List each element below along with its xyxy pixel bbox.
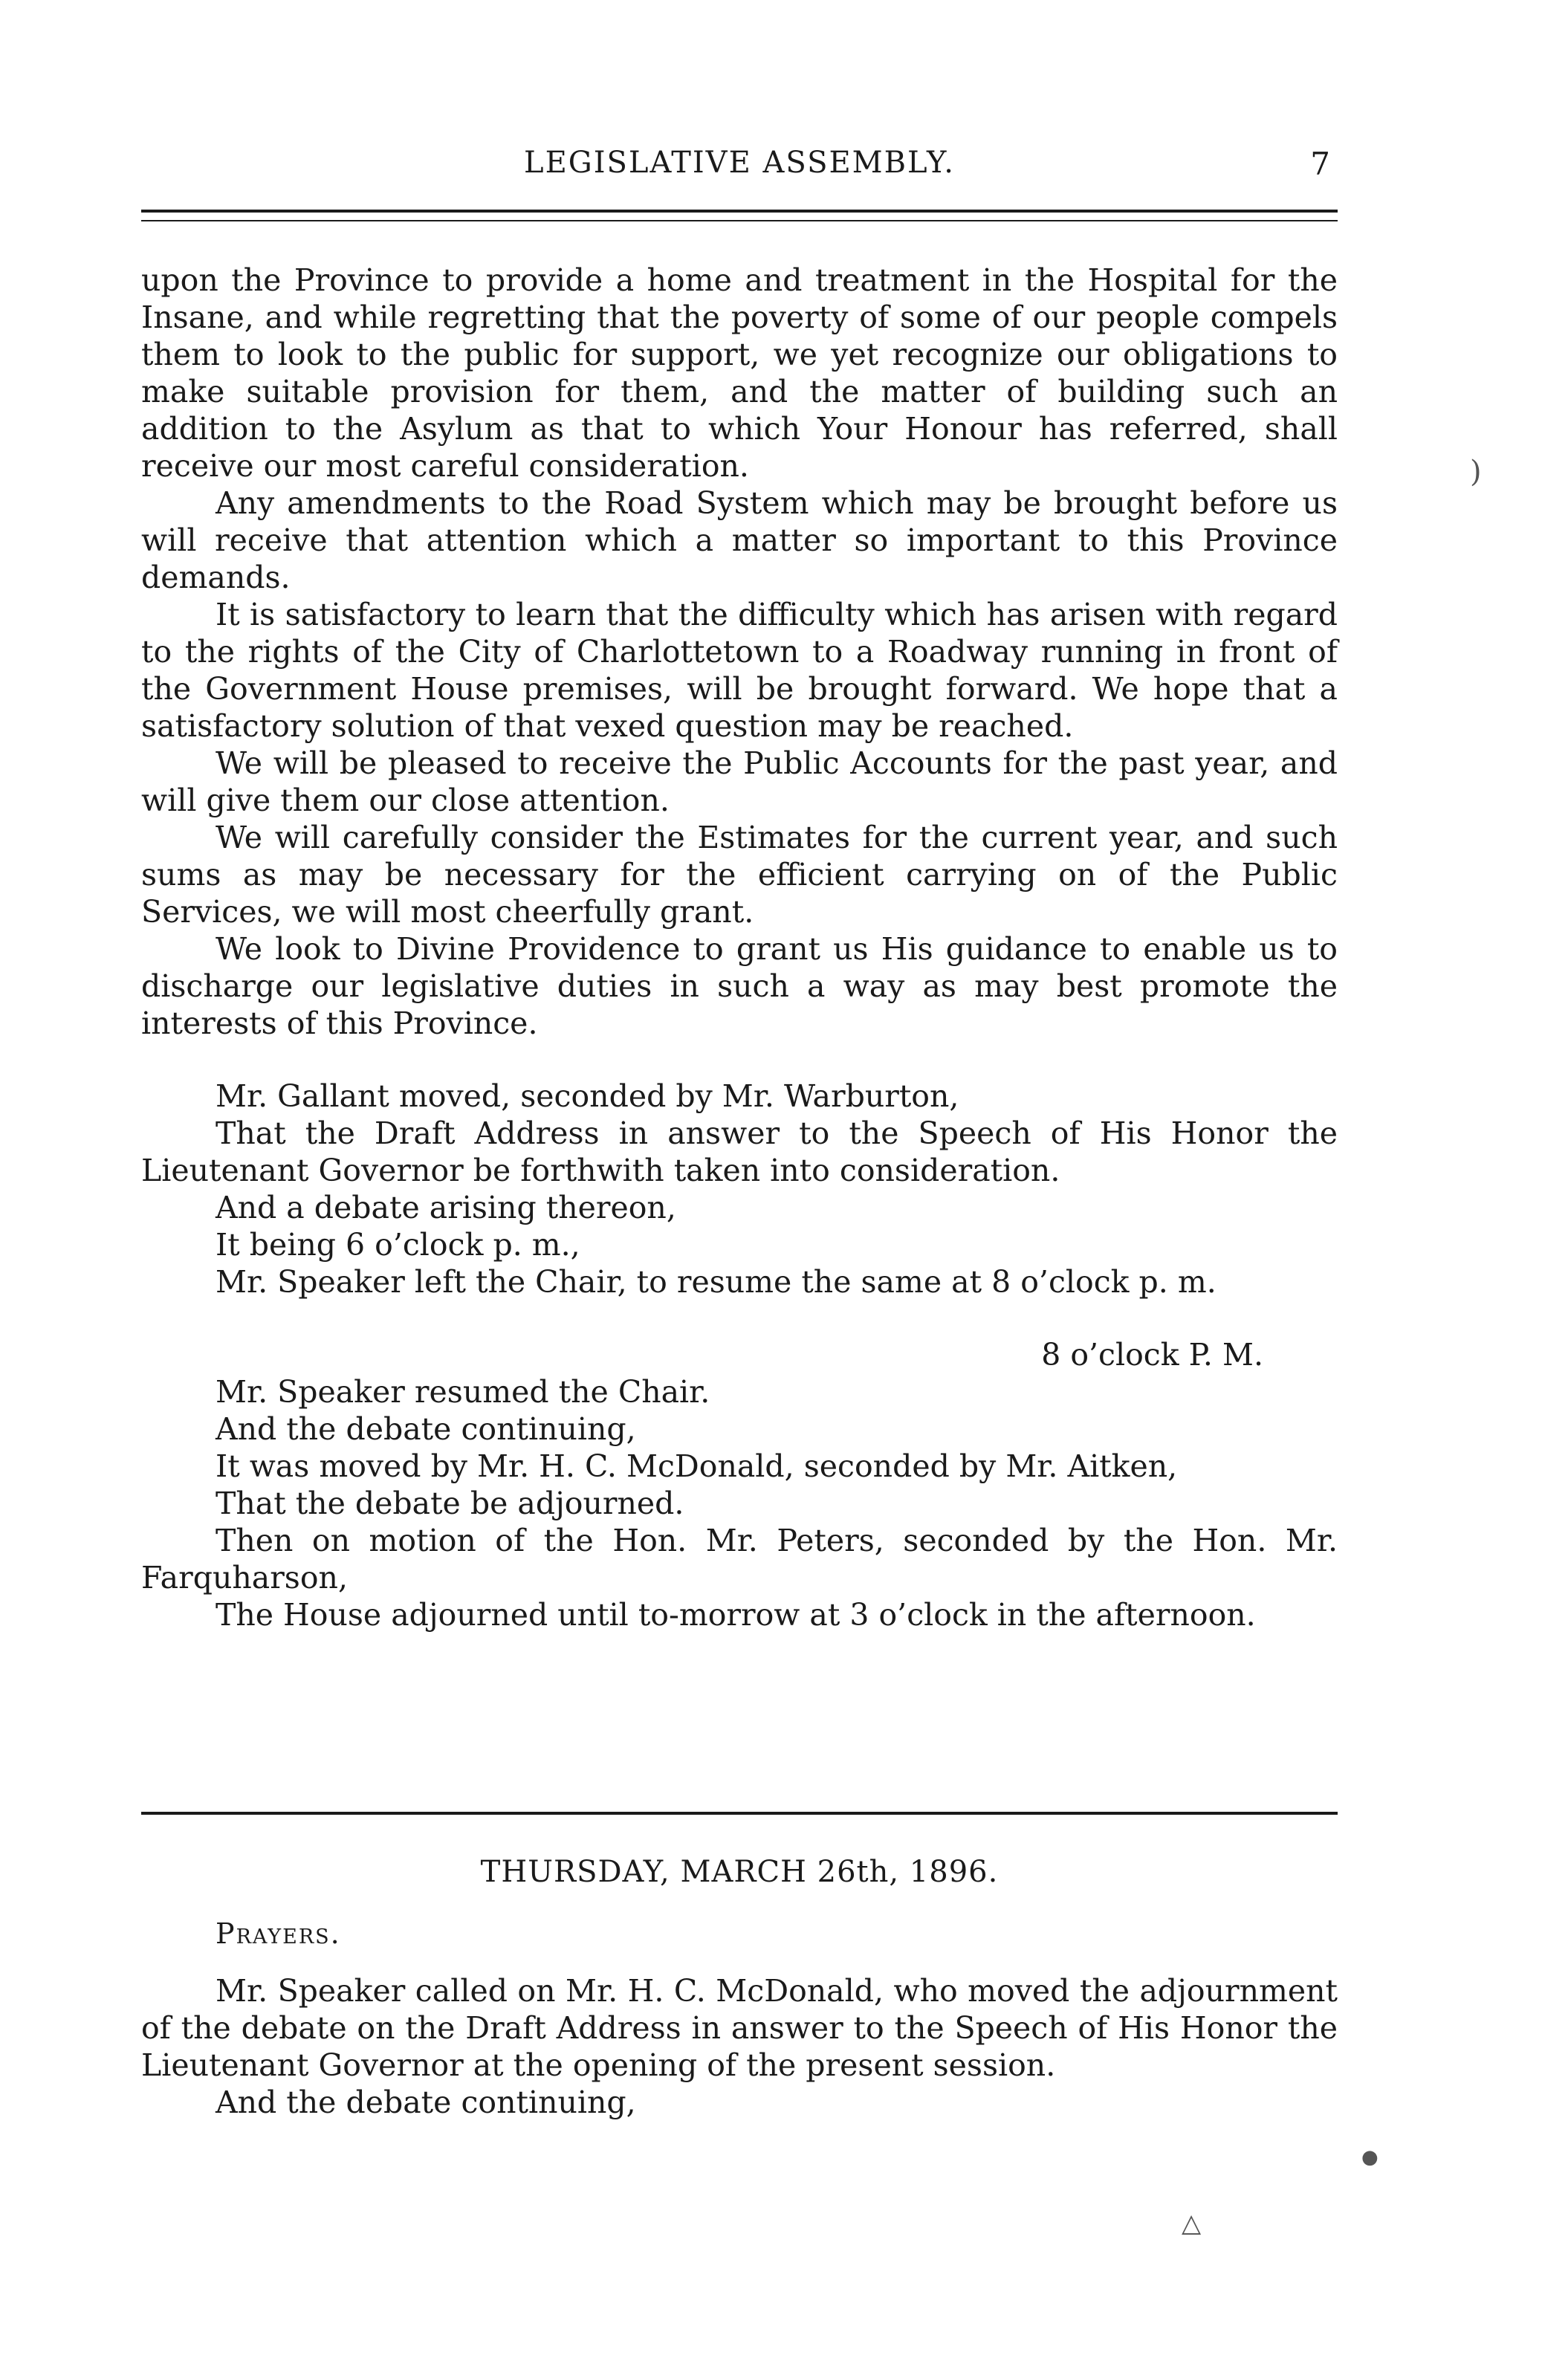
evening-continuing: And the debate continuing,: [216, 1411, 636, 1447]
motion-moved: Mr. Gallant moved, seconded by Mr. Warburton,: [216, 1078, 959, 1114]
address-paragraph: Any amendments to the Road System which may be brought before us will receive that attention which a matter so important to this Province demands.: [141, 485, 1338, 595]
section-gap: [141, 1042, 1338, 1078]
motion-time: It being 6 o’clock p. m.,: [216, 1227, 580, 1263]
address-paragraph: We look to Divine Providence to grant us His guidance to enable us to discharge our legislative duties in such a way as may best promote the interests of this Province.: [141, 931, 1338, 1041]
motion-debate: And a debate arising thereon,: [216, 1190, 676, 1225]
section-gap: [141, 1300, 1338, 1336]
header-double-rule: [141, 210, 1338, 221]
address-paragraph: upon the Province to provide a home and treatment in the Hospital for the Insane, and while regretting that the poverty of some of our people compels them to look to the public for support, we yet recognize our obligations to make suitable provision for them, and the matter of building such an addition to the Asylum as that to which Your Honour has referred, shall receive our most careful consideration.: [141, 262, 1338, 484]
motion-resolution: That the Draft Address in answer to the Speech of His Honor the Lieutenant Governor be forthwith taken into consideration.: [141, 1115, 1338, 1188]
address-paragraph: It is satisfactory to learn that the difficulty which has arisen with regard to the rights of the City of Charlottetown to a Roadway running in front of the Government House premises, will be brought forward. We hope that a satisfactory solution of that vexed question may be reached.: [141, 597, 1338, 744]
evening-resumed: Mr. Speaker resumed the Chair.: [216, 1374, 710, 1410]
margin-mark: ): [1470, 455, 1482, 489]
prayers-label: Prayers.: [216, 1917, 341, 1950]
next-day-continuing: And the debate continuing,: [216, 2084, 636, 2120]
evening-house-adjourned: The House adjourned until to-morrow at 3 o’clock in the afternoon.: [216, 1597, 1256, 1633]
margin-dot-mark: ●: [1361, 2146, 1379, 2168]
day-heading: THURSDAY, MARCH 26th, 1896.: [480, 1855, 999, 1889]
running-head: [141, 146, 1338, 190]
next-day-speaker: Mr. Speaker called on Mr. H. C. McDonald, who moved the adjournment of the debate on the Draft Address in answer to the Speech of His Honor the Lieutenant Governor at the opening of the present session.: [141, 1973, 1338, 2083]
evening-adjourn-resolution: That the debate be adjourned.: [216, 1486, 684, 1521]
evening-time-heading: 8 o’clock P. M.: [1041, 1337, 1263, 1373]
address-paragraph: We will carefully consider the Estimates for the current year, and such sums as may be necessary for the efficient carrying on of the Public Services, we will most cheerfully grant.: [141, 820, 1338, 930]
running-title: LEGISLATIVE ASSEMBLY.: [524, 146, 955, 180]
address-text: [141, 262, 1338, 1633]
address-paragraph: We will be pleased to receive the Public Accounts for the past year, and will give them our close attention.: [141, 745, 1338, 818]
margin-triangle-mark: △: [1182, 2209, 1202, 2238]
page-number: 7: [1310, 146, 1330, 182]
evening-house-motion: Then on motion of the Hon. Mr. Peters, seconded by the Hon. Mr. Farquharson,: [141, 1523, 1338, 1596]
evening-adjourn-motion: It was moved by Mr. H. C. McDonald, seconded by Mr. Aitken,: [216, 1448, 1178, 1484]
day-separator-rule: [141, 1812, 1338, 1815]
motion-recess: Mr. Speaker left the Chair, to resume the same at 8 o’clock p. m.: [216, 1264, 1217, 1300]
next-day-text: [141, 1972, 1338, 2121]
